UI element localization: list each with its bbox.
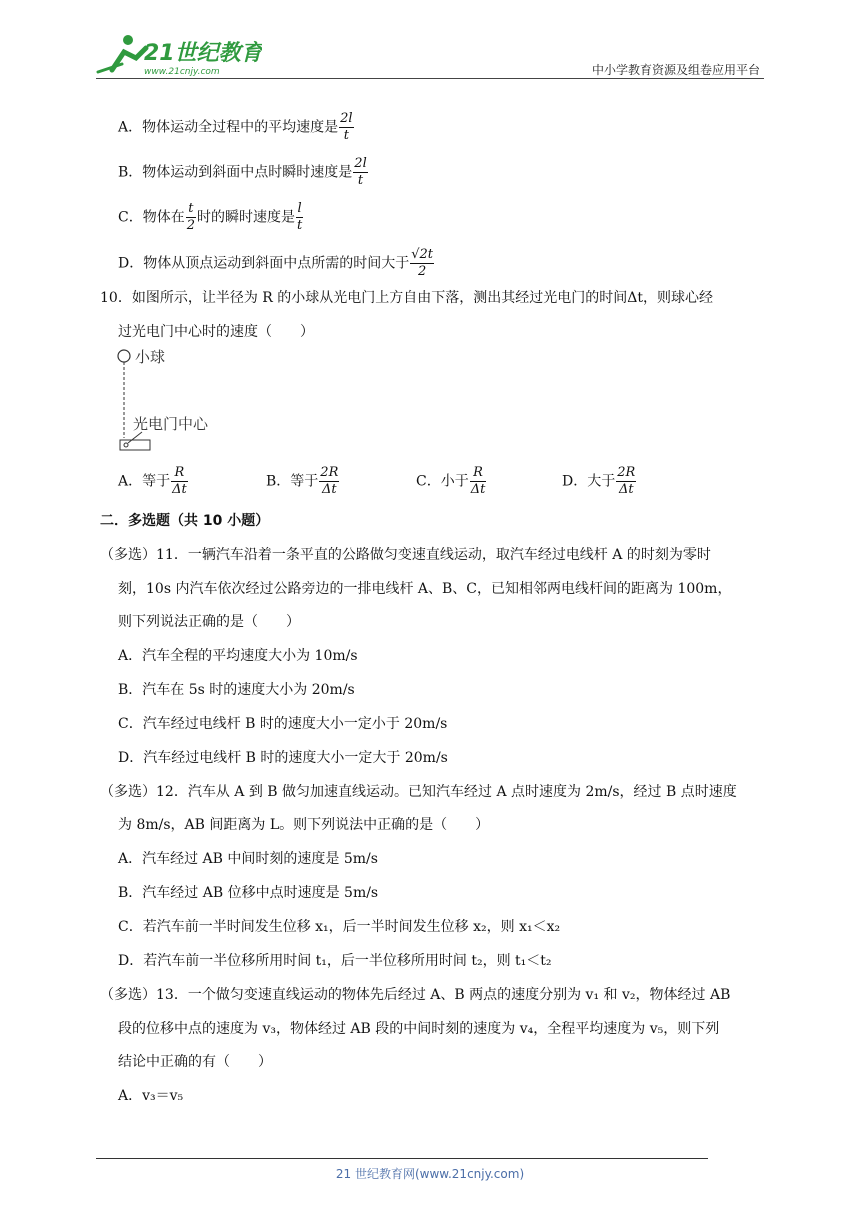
q12-option-d: D．若汽车前一半位移所用时间 t₁，后一半位移所用时间 t₂，则 t₁＜t₂ [118, 953, 552, 969]
q9-option-c: C．物体在 $\frac{t}{2}$ 时的瞬时速度是 $\frac{l}{t}$ [118, 201, 303, 233]
logo-text: 21世纪教育 [144, 41, 262, 66]
q10-stem-line1: 10．如图所示，让半径为 R 的小球从光电门上方自由下落，测出其经过光电门的时间Δt，则球心经 [100, 290, 713, 306]
q11-option-a: A．汽车全程的平均速度大小为 10m/s [118, 648, 358, 664]
footer-divider [96, 1158, 708, 1159]
q10-stem-line2: 过光电门中心时的速度（ ） [118, 324, 314, 340]
q11-option-c: C．汽车经过电线杆 B 时的速度大小一定小于 20m/s [118, 716, 448, 732]
q13-stem-line1: （多选）13．一个做匀变速直线运动的物体先后经过 A、B 两点的速度分别为 v₁ 和 v₂，物体经过 AB [100, 987, 731, 1003]
ball-circle [118, 350, 130, 362]
q10-option-a: A．等于 $\frac{R}{\Delta t}$ [118, 465, 187, 497]
q10-option-b: B．等于 $\frac{2R}{\Delta t}$ [266, 465, 339, 497]
q9-option-b: B．物体运动到斜面中点时瞬时速度是 $\frac{2l}{t}$ [118, 156, 367, 188]
q11-stem-line1: （多选）11．一辆汽车沿着一条平直的公路做匀变速直线运动，取汽车经过电线杆 A 的时刻为零时 [100, 547, 711, 563]
q12-option-b: B．汽车经过 AB 位移中点时速度是 5m/s [118, 885, 379, 901]
label-ball: 小球 [135, 348, 166, 366]
q12-stem-line2: 为 8m/s，AB 间距离为 L。则下列说法中正确的是（ ） [118, 817, 490, 833]
q11-option-d: D．汽车经过电线杆 B 时的速度大小一定大于 20m/s [118, 750, 448, 766]
q10-option-d: D．大于 $\frac{2R}{\Delta t}$ [562, 465, 636, 497]
q10-option-c: C．小于 $\frac{R}{\Delta t}$ [416, 465, 486, 497]
footer-site-link[interactable]: 21 世纪教育网(www.21cnjy.com) [335, 1167, 525, 1181]
q9-option-d: D．物体从顶点运动到斜面中点所需的时间大于 $\frac{√2t}{2}$ [118, 247, 434, 279]
section-heading-multiple-choice: 二．多选题（共 10 小题） [100, 513, 270, 529]
q13-stem-line3: 结论中正确的有（ ） [118, 1054, 272, 1070]
label-photogate-center: 光电门中心 [133, 415, 209, 433]
q11-stem-line2: 刻，10s 内汽车依次经过公路旁边的一排电线杆 A、B、C，已知相邻两电线杆间的距离为 100m， [118, 581, 732, 597]
q12-stem-line1: （多选）12．汽车从 A 到 B 做匀加速直线运动。已知汽车经过 A 点时速度为 2m/s，经过 B 点时速度 [100, 784, 737, 800]
q13-option-a: A．v₃＝v₅ [118, 1088, 184, 1104]
q12-option-a: A．汽车经过 AB 中间时刻的速度是 5m/s [118, 851, 378, 867]
q13-stem-line2: 段的位移中点的速度为 v₃，物体经过 AB 段的中间时刻的速度为 v₄，全程平均速度为 v₅，则下列 [118, 1021, 720, 1037]
photogate-center-dot [124, 443, 128, 447]
site-logo [92, 30, 262, 84]
header-divider [96, 78, 764, 79]
q10-diagram [112, 344, 252, 460]
q11-stem-line3: 则下列说法正确的是（ ） [118, 614, 300, 630]
header-platform-text: 中小学教育资源及组卷应用平台 [591, 63, 760, 77]
q9-option-a: A．物体运动全过程中的平均速度是 $\frac{2l}{t}$ [118, 111, 353, 143]
q11-option-b: B．汽车在 5s 时的速度大小为 20m/s [118, 682, 355, 698]
logo-url: www.21cnjy.com [144, 67, 220, 77]
q12-option-c: C．若汽车前一半时间发生位移 x₁，后一半时间发生位移 x₂，则 x₁＜x₂ [118, 919, 561, 935]
